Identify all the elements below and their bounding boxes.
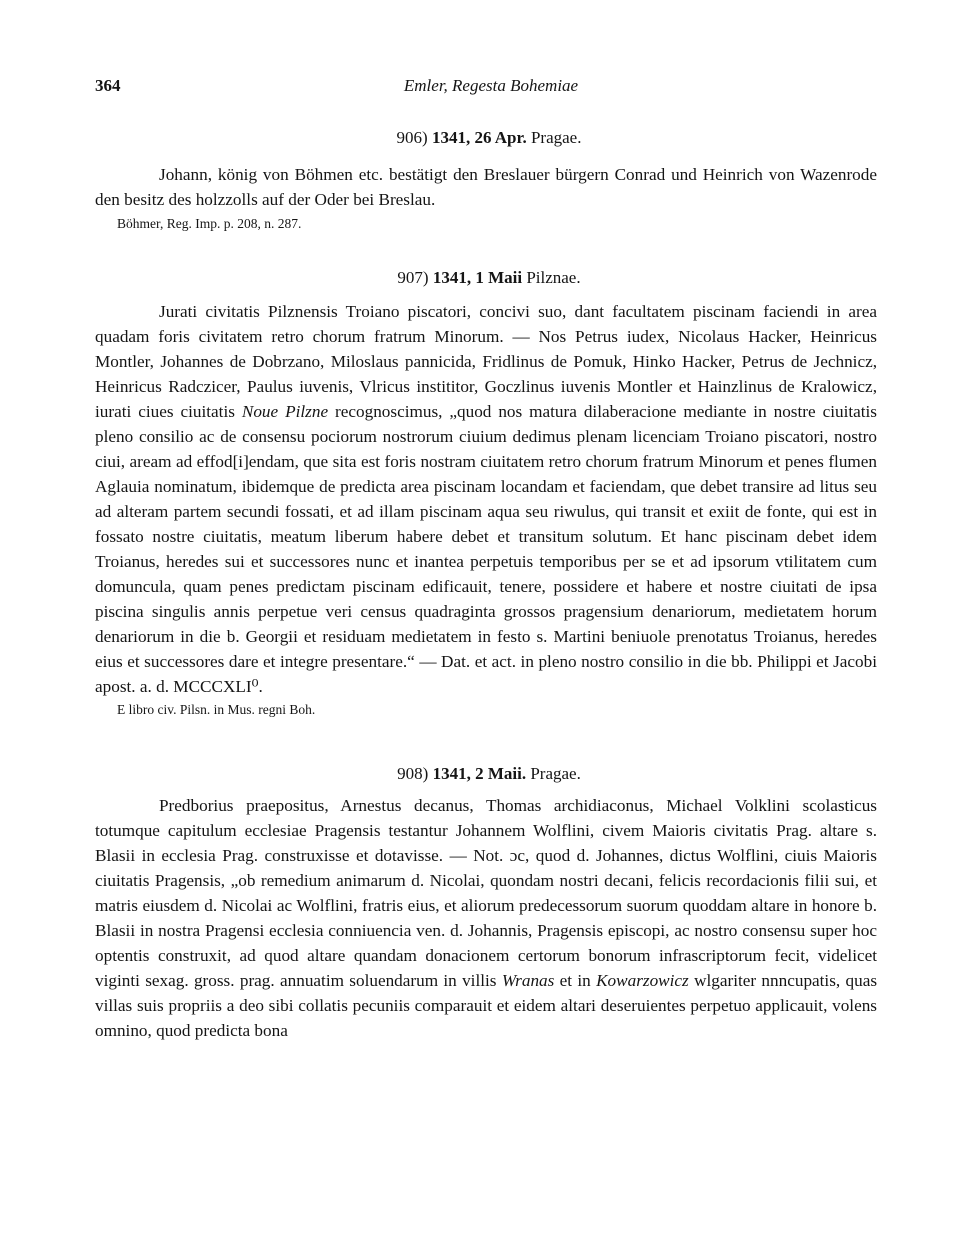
entry-date: 1341, 26 Apr. [431,128,527,147]
entry-text-part-b: et in [559,971,591,990]
entry-place: Pragae. [530,128,582,147]
entry-source: Böhmer, Reg. Imp. p. 208, n. 287. [117,216,302,231]
entry-number: 908) [397,764,429,783]
entry-text-part-a: Jurati civitatis Pilznensis Troiano piscatori, concivi suo, dant facultatem piscinam faciendi in area quadam foris civitatem retro chorum fratrum Minorum. — Nos Petrus iudex, Nicolaus Hacker, Heinricus Montler, Johannes de Dobrzano, Miloslaus pannicida, Fridlinus de Pomuk, Hinko Hacker, Petrus de Jechnicz, Heinricus Radczicer, Paulus iuvenis, Vlricus instititor, Goczlinus iuvenis Montler et Hainzlinus de Kralowicz, iurati ciues ciuitatis [95,302,877,421]
entry-place: Pilznae. [526,268,581,287]
entry-text [95,162,877,212]
entry-date: 1341, 1 Maii [432,268,523,287]
entry-908 [95,762,877,1043]
entry-906 [95,126,877,234]
entry-text-part-a: Predborius praepositus, Arnestus decanus, Thomas archidiaconus, Michael Volklini scolasticus totumque capitulum ecclesiae Pragensis testantur Johannem Wolflini, civem Maioris civitatis Prag. altare s. Blasii in ecclesia Prag. construxisse et dotavisse. — Not. ɔc, quod d. Johannes, dictus Wolflini, ciuis Maioris ciuitatis Pragensis, „ob remedium animarum d. Nicolai, quondam nostri decani, felicis recordacionis filii sui, et matris eiusdem d. Nicolai ac Wolflini, fratris eius, et aliorum predecessorum suorum quoddam altare in honore b. Blasii in nostra Pragensi ecclesia conniuencia ven. d. Johannis, Pragensis episcopi, ac nostro consensu super hoc optentis construxit, ad quod altare quandam donacionem certorum bonorum infrascriptorum fecit, videlicet viginti sexag. gross. prag. annuatim soluendarum in villis [95,796,877,990]
document-page [95,76,877,1043]
entry-number: 907) [397,268,429,287]
entry-text-italic-place: Noue Pilzne [241,402,329,421]
entry-heading [95,126,877,150]
entry-text-part-b: recognoscimus, „quod nos matura dilaberacione mediante in nostre ciuitatis pleno consilio ac de consensu pociorum nostrorum ciuium dedimus plenam licenciam Troiano piscatori, nostro ciui, aream ad effod[i]endam, que sita est foris nostram ciuitatem retro chorum fratrum Minorum et penes flumen Aglauia nominatum, ibidemque de predicta area piscinam locandam et faciendam, que debet transire ad litus seu ad alteram partem secundi fossati, et ad illam piscinam aqua seu riwulus, qui transit et exiit de fonte, qui est in fossato nostre ciuitatis, meatum liberum habere debet et transitum solutum. Et hanc piscinam debet idem Troianus, heredes sui et successores nunc et inantea perpetuis temporibus per se et ad ipsorum vtilitatem cum domuncula, quam penes predictam piscinam edificauit, tenere, possidere et habere et nostre ciuitati de ipsa piscina singulis annis perpetue veri census quadraginta grossos pragensium denariorum, medietatem horum denariorum in die b. Georgii et residuam medietatem in festo s. Martini beniuole prenotatus Troianus, heredes eius et successores dare et integre presentare.“ — Dat. et act. in pleno nostro consilio in die bb. Philippi et Jacobi apost. a. d. MCCCXLI⁰. [95,402,877,696]
entry-date: 1341, 2 Maii. [432,764,527,783]
page-header [95,76,877,106]
entry-text [95,793,877,1043]
entry-text-part-c: wlgariter nnncupatis, quas villas suis propriis a deo sibi collatis pecuniis comparauit et eidem altari deseruientes perpetuo applicauit, volens omnino, quod predicta bona [95,971,878,1040]
entry-text [95,299,877,699]
entry-source: E libro civ. Pilsn. in Mus. regni Boh. [117,702,316,717]
entry-place: Pragae. [530,764,581,783]
entry-text-italic-village-2: Kowarzowicz [596,971,689,990]
entry-heading [95,266,877,290]
entry-text-italic-village-1: Wranas [501,971,555,990]
entry-heading [95,762,877,786]
page-number: 364 [95,76,121,95]
entry-number: 906) [396,128,428,147]
running-title: Emler, Regesta Bohemiae [403,76,579,95]
entry-907 [95,266,877,720]
entry-text-body: Johann, könig von Böhmen etc. bestätigt den Breslauer bürgern Conrad und Heinrich von Wazenrode den besitz des holzzolls auf der Oder bei Breslau. [95,165,877,209]
